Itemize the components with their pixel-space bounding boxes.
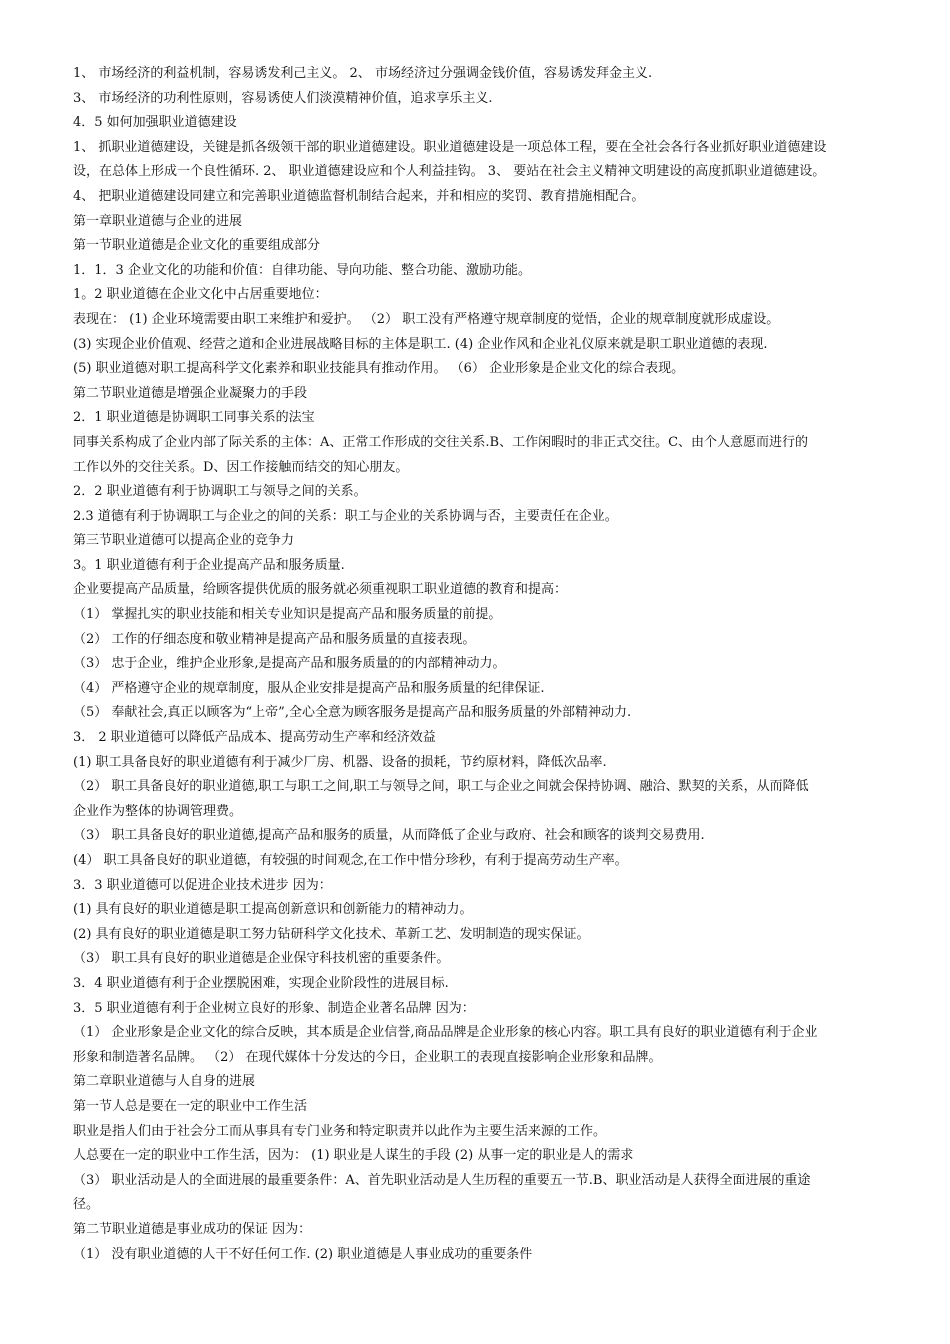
text-line: (4） 职工具备良好的职业道德，有较强的时间观念,在工作中惜分珍秒，有利于提高劳动生产率。 xyxy=(73,853,628,868)
section-heading: 4．5 如何加强职业道德建设 xyxy=(73,115,237,131)
text-line: 3．3 职业道德可以促进企业技术进步 因为： xyxy=(73,877,332,893)
text-line: （1） 企业形象是企业文化的综合反映，其本质是企业信誉,商品品牌是企业形象的核心内容。职工具有良好的职业道德有利于企业 xyxy=(73,1025,818,1041)
text-line: (5) 职业道德对职工提高科学文化素养和职业技能具有推动作用。 （6） 企业形象是企业文化的综合表现。 xyxy=(73,361,685,377)
text-line: 表现在： (1) 企业环境需要由职工来维护和爱护。 （2） 职工没有严格遵守规章制度的觉悟，企业的规章制度就形成虚设。 xyxy=(73,311,780,327)
text-line: 1、 抓职业道德建设，关键是抓各级领干部的职业道德建设。职业道德建设是一项总体工程，要在全社会各行各业抓好职业道德建设 xyxy=(73,139,827,155)
text-line: 职业是指人们由于社会分工而从事具有专门业务和特定职责并以此作为主要生活来源的工作。 xyxy=(73,1123,607,1139)
text-line: (1) 具有良好的职业道德是职工提高创新意识和创新能力的精神动力。 xyxy=(73,902,473,918)
text-line: 3、 市场经济的功利性原则，容易诱使人们淡漠精神价值，追求享乐主义. xyxy=(73,90,493,106)
text-line: 1。2 职业道德在企业文化中占居重要地位： xyxy=(73,287,328,303)
text-line: （3） 职工具有良好的职业道德是企业保守科技机密的重要条件。 xyxy=(73,951,450,967)
text-line: 形象和制造著名品牌。 （2） 在现代媒体十分发达的今日，企业职工的表现直接影响企业形象和品牌。 xyxy=(73,1049,662,1065)
section-heading: 第三节职业道德可以提高企业的竞争力 xyxy=(73,533,295,549)
text-line: 工作以外的交往关系。D、因工作接触而结交的知心朋友。 xyxy=(73,459,409,475)
section-heading: 第二节职业道德是事业成功的保证 因为： xyxy=(73,1221,312,1237)
text-line: （5） 奉献社会,真正以顾客为“上帝”,全心全意为顾客服务是提高产品和服务质量的外部精神动力. xyxy=(73,705,632,721)
text-line: 企业作为整体的协调管理费。 xyxy=(73,803,243,819)
section-heading: 第二节职业道德是增强企业凝聚力的手段 xyxy=(73,385,308,401)
text-line: （4） 严格遵守企业的规章制度，服从企业安排是提高产品和服务质量的纪律保证. xyxy=(73,680,545,696)
chapter-heading: 第一章职业道德与企业的进展 xyxy=(73,213,243,229)
text-line: （3） 职业活动是人的全面进展的最重要条件：A、首先职业活动是人生历程的重要五一节.B、职业活动是人获得全面进展的重途 xyxy=(73,1172,811,1188)
text-line: （1） 没有职业道德的人干不好任何工作. (2) 职业道德是人事业成功的重要条件 xyxy=(73,1246,533,1262)
text-line: 同事关系构成了企业内部了际关系的主体：A、正常工作形成的交往关系.B、工作闲暇时的非正式交往。C、由个人意愿而进行的 xyxy=(73,434,809,450)
text-line: （3） 职工具备良好的职业道德,提高产品和服务的质量，从而降低了企业与政府、社会和顾客的谈判交易费用. xyxy=(73,828,705,844)
text-line: 企业要提高产品质量，给顾客提供优质的服务就必须重视职工职业道德的教育和提高： xyxy=(73,582,568,598)
text-line: 2．1 职业道德是协调职工同事关系的法宝 xyxy=(73,410,315,426)
text-line: 径。 xyxy=(73,1197,100,1213)
text-line: 2．2 职业道德有利于协调职工与领导之间的关系。 xyxy=(73,484,367,500)
text-line: （1） 掌握扎实的职业技能和相关专业知识是提高产品和服务质量的前提。 xyxy=(73,607,502,623)
text-line: 3。1 职业道德有利于企业提高产品和服务质量. xyxy=(73,557,345,573)
text-line: 3． 2 职业道德可以降低产品成本、提高劳动生产率和经济效益 xyxy=(73,730,436,746)
text-line: （2） 工作的仔细态度和敬业精神是提高产品和服务质量的直接表现。 xyxy=(73,631,476,647)
chapter-heading: 第二章职业道德与人自身的进展 xyxy=(73,1074,256,1090)
text-line: (1) 职工具备良好的职业道德有利于减少厂房、机器、设备的损耗，节约原材料，降低次品率. xyxy=(73,754,607,770)
text-line: 人总要在一定的职业中工作生活，因为： (1) 职业是人谋生的手段 (2) 从事一定的职业是人的需求 xyxy=(73,1148,634,1164)
section-heading: 第一节职业道德是企业文化的重要组成部分 xyxy=(73,238,321,254)
text-line: (2) 具有良好的职业道德是职工努力钻研科学文化技术、革新工艺、发明制造的现实保证。 xyxy=(73,926,590,942)
text-line: 3．5 职业道德有利于企业树立良好的形象、制造企业著名品牌 因为： xyxy=(73,1000,475,1016)
text-line: 4、 把职业道德建设同建立和完善职业道德监督机制结合起来，并和相应的奖罚、教育措施相配合。 xyxy=(73,188,645,204)
document-page xyxy=(73,62,895,1267)
text-line: 2.3 道德有利于协调职工与企业之的间的关系：职工与企业的关系协调与否，主要责任在企业。 xyxy=(73,508,618,524)
text-line: （3） 忠于企业，维护企业形象,是提高产品和服务质量的的内部精神动力。 xyxy=(73,656,506,672)
text-line: 1．1．3 企业文化的功能和价值：自律功能、导向功能、整合功能、激励功能。 xyxy=(73,262,531,278)
text-line: 3．4 职业道德有利于企业摆脱困难，实现企业阶段性的进展目标. xyxy=(73,975,449,991)
text-line: 1、 市场经济的利益机制，容易诱发利己主义。 2、 市场经济过分强调金钱价值，容易诱发拜金主义. xyxy=(73,66,653,81)
section-heading: 第一节人总是要在一定的职业中工作生活 xyxy=(73,1098,308,1114)
text-line: 设，在总体上形成一个良性循环. 2、 职业道德建设应和个人利益挂钩。 3、 要站在社会主义精神文明建设的高度抓职业道德建设。 xyxy=(73,164,826,180)
text-line: (3) 实现企业价值观、经营之道和企业进展战略目标的主体是职工. (4) 企业作风和企业礼仪原来就是职工职业道德的表现. xyxy=(73,336,768,352)
text-line: （2） 职工具备良好的职业道德,职工与职工之间,职工与领导之间，职工与企业之间就会保持协调、融洽、默契的关系，从而降低 xyxy=(73,779,809,795)
